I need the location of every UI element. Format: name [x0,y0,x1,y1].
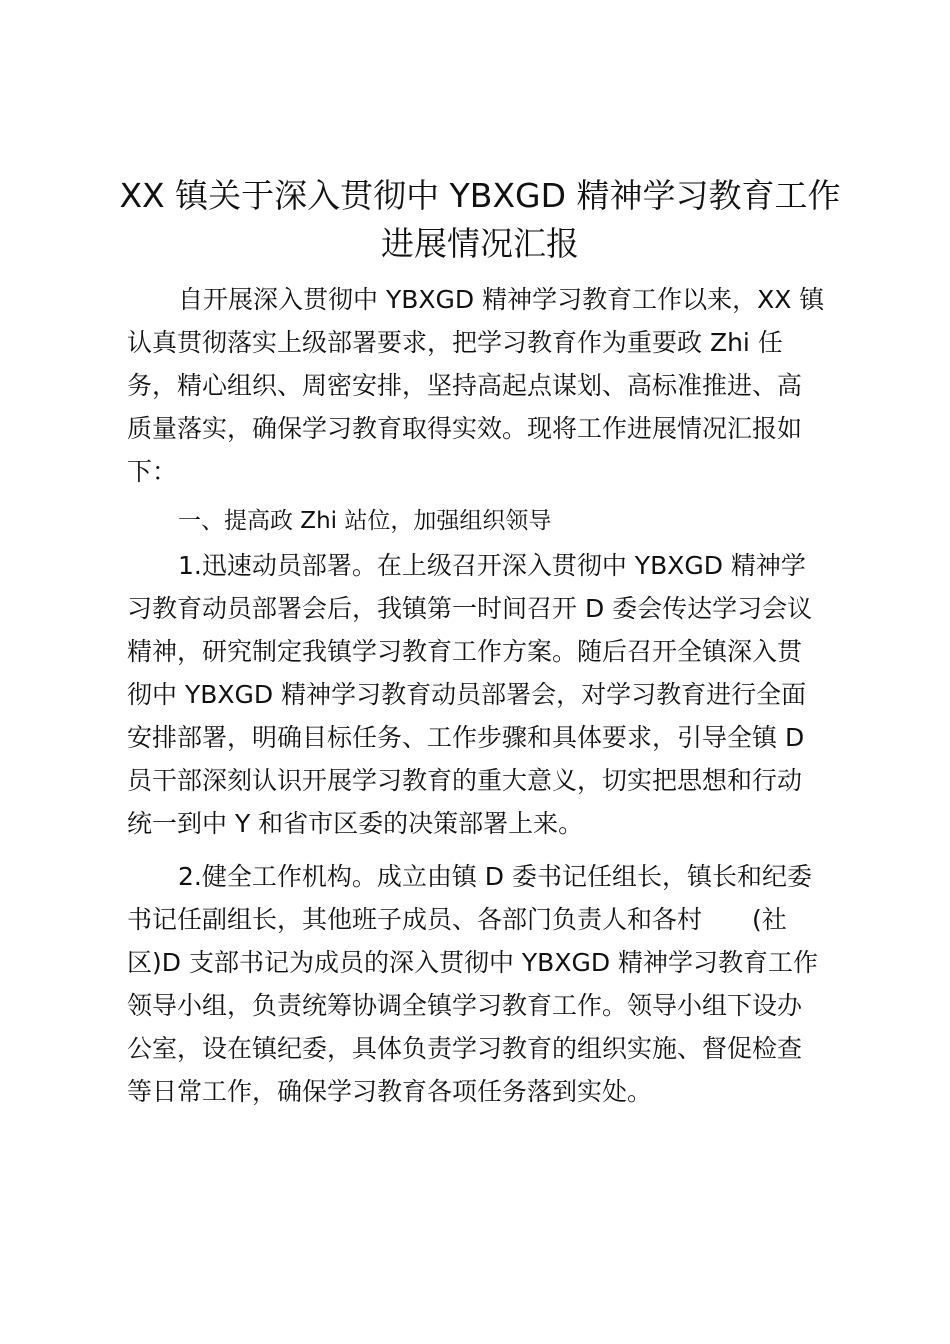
paragraph-1-line-1: 1.迅速动员部署。在上级召开深入贯彻中 YBXGD 精神学 [178,551,806,580]
section-heading-1: 一、提高政 Zhi 站位，加强组织领导 [178,508,552,534]
paragraph-2-line-4: 领导小组，负责统筹协调全镇学习教育工作。领导小组下设办 [127,991,803,1020]
paragraph-1-line-7: 统一到中 Y 和省市区委的决策部署上来。 [127,809,584,838]
paragraph-2-line-3: 区)D 支部书记为成员的深入贯彻中 YBXGD 精神学习教育工作 [127,948,819,977]
document-title-line-2: 进展情况汇报 [381,224,579,263]
paragraph-intro-line-5: 下： [127,457,178,486]
paragraph-intro-line-4: 质量落实，确保学习教育取得实效。现将工作进展情况汇报如 [127,414,803,443]
paragraph-2-line-2: 书记任副组长，其他班子成员、各部门负责人和各村 (社 [127,905,787,934]
paragraph-intro-line-2: 认真贯彻落实上级部署要求，把学习教育作为重要政 Zhi 任 [127,328,783,357]
paragraph-1-line-2: 习教育动员部署会后，我镇第一时间召开 D 委会传达学习会议 [127,594,813,623]
paragraph-1-line-4: 彻中 YBXGD 精神学习教育动员部署会，对学习教育进行全面 [127,680,807,709]
paragraph-2-line-1: 2.健全工作机构。成立由镇 D 委书记任组长，镇长和纪委 [178,862,812,891]
paragraph-1-line-3: 精神，研究制定我镇学习教育工作方案。随后召开全镇深入贯 [127,637,803,666]
paragraph-1-line-5: 安排部署，明确目标任务、工作步骤和具体要求，引导全镇 D [127,723,805,752]
paragraph-2-line-5: 公室，设在镇纪委，具体负责学习教育的组织实施、督促检查 [127,1034,803,1063]
document-title-line-1: XX 镇关于深入贯彻中 YBXGD 精神学习教育工作 [119,176,841,215]
paragraph-intro-line-3: 务，精心组织、周密安排，坚持高起点谋划、高标准推进、高 [127,371,803,400]
paragraph-1-line-6: 员干部深刻认识开展学习教育的重大意义，切实把思想和行动 [127,766,803,795]
paragraph-intro-line-1: 自开展深入贯彻中 YBXGD 精神学习教育工作以来，XX 镇 [178,285,825,314]
paragraph-2-line-6: 等日常工作，确保学习教育各项任务落到实处。 [127,1077,653,1106]
